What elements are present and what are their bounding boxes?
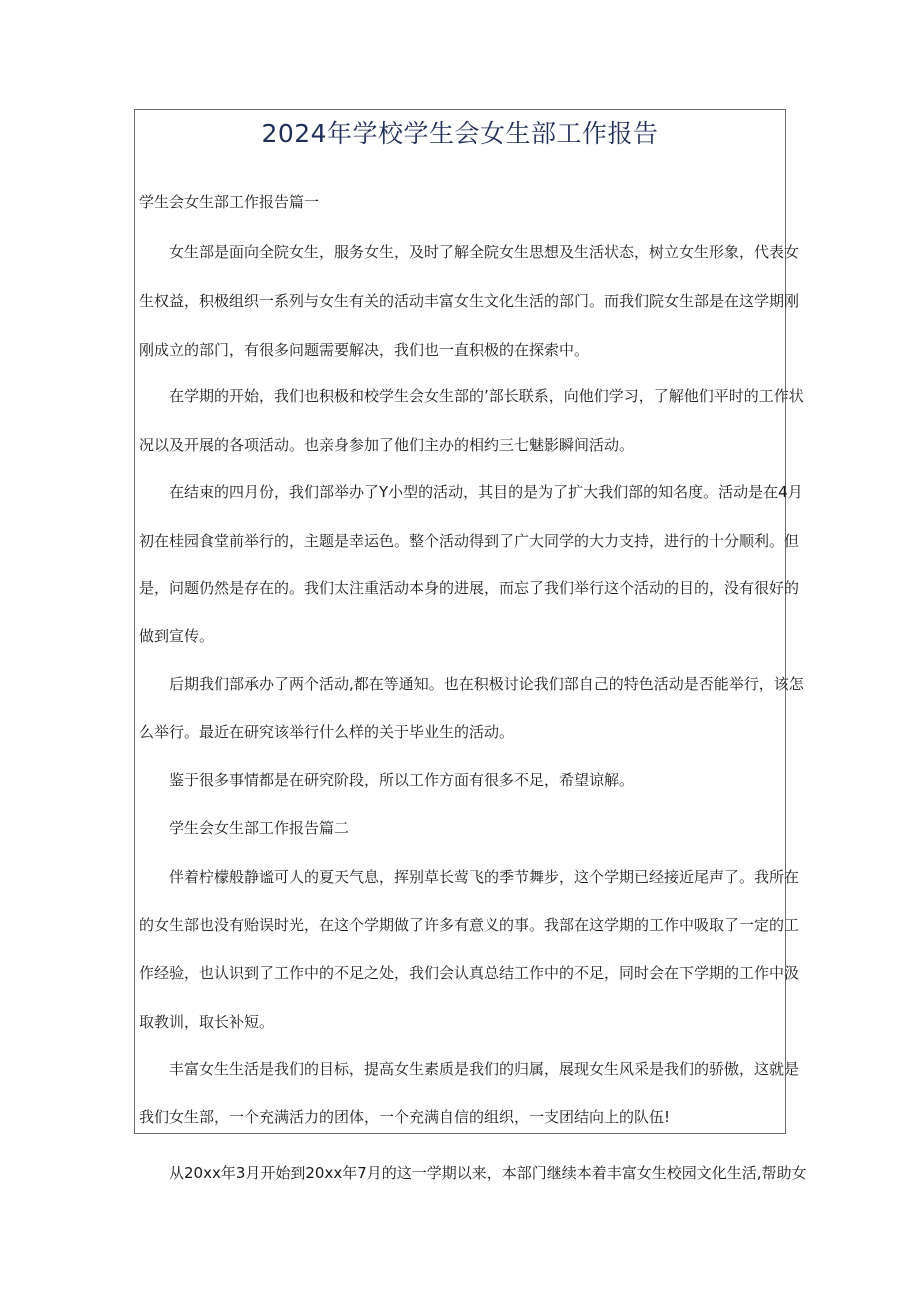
document-title: 2024年学校学生会女生部工作报告: [261, 119, 659, 148]
paragraph-line: 鉴于很多事情都是在研究阶段，所以工作方面有很多不足，希望谅解。: [169, 771, 635, 789]
paragraph-line: 是，问题仍然是存在的。我们太注重活动本身的进展，而忘了我们举行这个活动的目的，没有很好的: [139, 579, 800, 597]
paragraph-line: 作经验，也认识到了工作中的不足之处，我们会认真总结工作中的不足，同时会在下学期的工作中汲: [139, 964, 800, 982]
paragraph-line: 我们女生部，一个充满活力的团体，一个充满自信的组织，一支团结向上的队伍!: [139, 1108, 671, 1126]
section-heading-1: 学生会女生部工作报告篇一: [139, 193, 320, 211]
paragraph-line: 丰富女生生活是我们的目标，提高女生素质是我们的归属，展现女生风采是我们的骄傲，这就是: [169, 1060, 800, 1078]
paragraph-line: 么举行。最近在研究该举行什么样的关于毕业生的活动。: [139, 723, 515, 741]
paragraph-line: 后期我们部承办了两个活动,都在等通知。也在积极讨论我们部自己的特色活动是否能举行，该怎: [169, 675, 804, 693]
paragraph-line: 伴着柠檬般静谧可人的夏天气息，挥别草长莺飞的季节舞步，这个学期已经接近尾声了。我所在: [169, 868, 800, 886]
paragraph-line: 初在桂园食堂前举行的，主题是幸运色。整个活动得到了广大同学的大力支持，进行的十分顺利。但: [139, 532, 800, 550]
paragraph-line: 的女生部也没有贻误时光，在这个学期做了许多有意义的事。我部在这学期的工作中吸取了一定的工: [139, 916, 800, 934]
paragraph-line: 取教训，取长补短。: [139, 1013, 275, 1031]
paragraph-line: 在学期的开始，我们也积极和校学生会女生部的’部长联系，向他们学习，了解他们平时的工作状: [169, 387, 804, 405]
paragraph-line: 从20xx年3月开始到20xx年7月的这一学期以来，本部门继续本着丰富女生校园文化生活,帮助女: [169, 1164, 807, 1182]
section-heading-2: 学生会女生部工作报告篇二: [169, 819, 350, 837]
paragraph-line: 在结束的四月份，我们部举办了Y小型的活动，其目的是为了扩大我们部的知名度。活动是在4月: [169, 483, 803, 501]
paragraph-line: 刚成立的部门，有很多问题需要解决，我们也一直积极的在探索中。: [139, 341, 590, 359]
paragraph-line: 生权益，积极组织一系列与女生有关的活动丰富女生文化生活的部门。而我们院女生部是在这学期刚: [139, 292, 800, 310]
paragraph-line: 做到宣传。: [139, 627, 215, 645]
paragraph-line: 况以及开展的各项活动。也亲身参加了他们主办的相约三七魅影瞬间活动。: [139, 436, 635, 454]
paragraph-line: 女生部是面向全院女生，服务女生，及时了解全院女生思想及生活状态，树立女生形象，代表女: [169, 243, 800, 261]
